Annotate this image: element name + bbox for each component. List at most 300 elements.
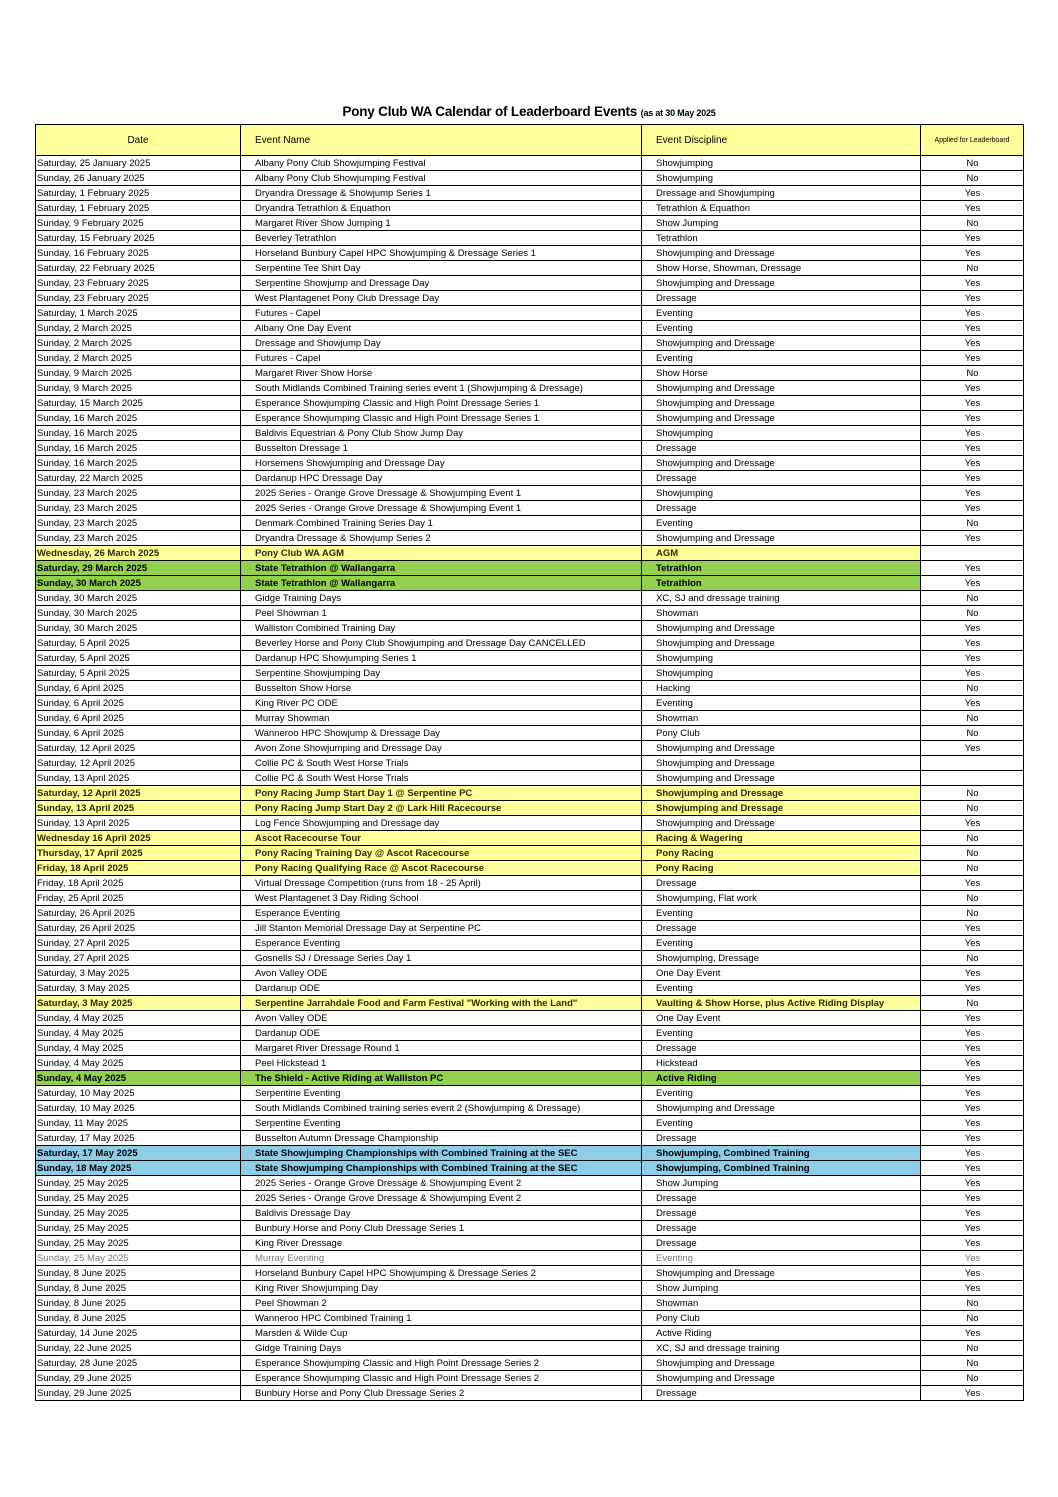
cell-date: Sunday, 25 May 2025 (36, 1191, 241, 1206)
cell-applied: Yes (921, 351, 1024, 366)
cell-event-name: Ascot Racecourse Tour (241, 831, 642, 846)
cell-event-name: 2025 Series - Orange Grove Dressage & Showjumping Event 2 (241, 1191, 642, 1206)
cell-event-discipline: Showjumping (642, 486, 921, 501)
cell-event-discipline: Eventing (642, 936, 921, 951)
cell-applied: No (921, 1311, 1024, 1326)
cell-date: Sunday, 8 June 2025 (36, 1266, 241, 1281)
cell-date: Sunday, 23 February 2025 (36, 276, 241, 291)
cell-date: Sunday, 16 March 2025 (36, 456, 241, 471)
table-row (36, 816, 1024, 831)
cell-applied: Yes (921, 426, 1024, 441)
cell-applied: No (921, 801, 1024, 816)
cell-date: Saturday, 15 March 2025 (36, 396, 241, 411)
cell-date: Sunday, 13 April 2025 (36, 801, 241, 816)
cell-applied: Yes (921, 186, 1024, 201)
cell-applied: Yes (921, 1056, 1024, 1071)
cell-event-discipline: Eventing (642, 1086, 921, 1101)
cell-event-discipline: One Day Event (642, 1011, 921, 1026)
cell-event-discipline: Showjumping and Dressage (642, 1356, 921, 1371)
cell-event-name: West Plantagenet Pony Club Dressage Day (241, 291, 642, 306)
table-row (36, 411, 1024, 426)
cell-applied: Yes (921, 1266, 1024, 1281)
cell-event-discipline: Showjumping and Dressage (642, 246, 921, 261)
cell-event-discipline: Dressage (642, 1386, 921, 1401)
cell-event-discipline: Showjumping and Dressage (642, 1266, 921, 1281)
table-row (36, 1191, 1024, 1206)
cell-event-name: Busselton Dressage 1 (241, 441, 642, 456)
cell-event-discipline: Showjumping and Dressage (642, 786, 921, 801)
cell-event-name: Dardanup ODE (241, 1026, 642, 1041)
cell-date: Sunday, 4 May 2025 (36, 1011, 241, 1026)
cell-event-name: Serpentine Showjumping Day (241, 666, 642, 681)
table-row (36, 1296, 1024, 1311)
cell-applied: Yes (921, 1086, 1024, 1101)
table-row (36, 156, 1024, 171)
table-row (36, 516, 1024, 531)
cell-date: Saturday, 12 April 2025 (36, 756, 241, 771)
table-row (36, 756, 1024, 771)
cell-date: Sunday, 9 March 2025 (36, 366, 241, 381)
cell-event-name: Peel Hickstead 1 (241, 1056, 642, 1071)
table-row (36, 231, 1024, 246)
cell-event-discipline: Showjumping, Combined Training (642, 1161, 921, 1176)
table-row (36, 201, 1024, 216)
cell-event-name: Dardanup HPC Showjumping Series 1 (241, 651, 642, 666)
cell-event-discipline: Showjumping and Dressage (642, 411, 921, 426)
title-note: (as at 30 May 2025 (640, 108, 716, 118)
table-row (36, 366, 1024, 381)
cell-event-name: Albany Pony Club Showjumping Festival (241, 156, 642, 171)
cell-applied: Yes (921, 306, 1024, 321)
table-row (36, 336, 1024, 351)
table-row (36, 576, 1024, 591)
cell-event-discipline: Eventing (642, 1251, 921, 1266)
cell-applied: Yes (921, 1041, 1024, 1056)
cell-event-discipline: Showjumping and Dressage (642, 816, 921, 831)
cell-applied: Yes (921, 636, 1024, 651)
table-row (36, 1356, 1024, 1371)
cell-applied: No (921, 711, 1024, 726)
cell-applied: Yes (921, 1251, 1024, 1266)
cell-event-discipline: Eventing (642, 696, 921, 711)
cell-date: Sunday, 25 May 2025 (36, 1236, 241, 1251)
cell-date: Sunday, 26 January 2025 (36, 171, 241, 186)
table-row (36, 186, 1024, 201)
cell-event-name: 2025 Series - Orange Grove Dressage & Showjumping Event 2 (241, 1176, 642, 1191)
cell-applied: Yes (921, 981, 1024, 996)
cell-applied: No (921, 171, 1024, 186)
cell-event-name: Bunbury Horse and Pony Club Dressage Series 1 (241, 1221, 642, 1236)
cell-event-discipline: Eventing (642, 1026, 921, 1041)
cell-date: Sunday, 29 June 2025 (36, 1386, 241, 1401)
table-row (36, 786, 1024, 801)
table-row (36, 696, 1024, 711)
cell-applied: No (921, 216, 1024, 231)
table-row (36, 531, 1024, 546)
cell-event-name: Dressage and Showjump Day (241, 336, 642, 351)
cell-event-discipline: Pony Club (642, 1311, 921, 1326)
cell-applied: Yes (921, 1131, 1024, 1146)
cell-date: Sunday, 30 March 2025 (36, 606, 241, 621)
cell-date: Sunday, 4 May 2025 (36, 1071, 241, 1086)
table-row (36, 1116, 1024, 1131)
cell-event-discipline: Showjumping (642, 171, 921, 186)
table-row (36, 906, 1024, 921)
cell-applied: No (921, 786, 1024, 801)
table-row (36, 1026, 1024, 1041)
cell-event-name: 2025 Series - Orange Grove Dressage & Showjumping Event 1 (241, 486, 642, 501)
cell-date: Saturday, 14 June 2025 (36, 1326, 241, 1341)
table-row (36, 1371, 1024, 1386)
cell-event-discipline: Dressage (642, 1206, 921, 1221)
cell-event-discipline: Eventing (642, 351, 921, 366)
cell-applied: Yes (921, 966, 1024, 981)
cell-date: Wednesday, 26 March 2025 (36, 546, 241, 561)
table-row (36, 741, 1024, 756)
cell-event-discipline: Pony Racing (642, 846, 921, 861)
cell-event-discipline: Showjumping and Dressage (642, 381, 921, 396)
cell-date: Wednesday 16 April 2025 (36, 831, 241, 846)
table-row (36, 801, 1024, 816)
cell-applied: Yes (921, 456, 1024, 471)
cell-date: Sunday, 30 March 2025 (36, 621, 241, 636)
cell-date: Saturday, 5 April 2025 (36, 666, 241, 681)
table-row (36, 261, 1024, 276)
table-row (36, 1011, 1024, 1026)
cell-date: Sunday, 2 March 2025 (36, 336, 241, 351)
table-row (36, 426, 1024, 441)
table-row (36, 846, 1024, 861)
cell-event-name: State Showjumping Championships with Combined Training at the SEC (241, 1161, 642, 1176)
cell-event-name: Gidge Training Days (241, 1341, 642, 1356)
cell-applied: No (921, 1371, 1024, 1386)
cell-date: Saturday, 17 May 2025 (36, 1131, 241, 1146)
table-row (36, 1221, 1024, 1236)
table-row (36, 351, 1024, 366)
cell-event-discipline: Dressage (642, 471, 921, 486)
cell-event-name: King River Showjumping Day (241, 1281, 642, 1296)
cell-date: Sunday, 23 March 2025 (36, 531, 241, 546)
table-row (36, 1131, 1024, 1146)
table-row (36, 306, 1024, 321)
cell-event-name: King River PC ODE (241, 696, 642, 711)
cell-date: Sunday, 30 March 2025 (36, 591, 241, 606)
cell-event-discipline: Showjumping and Dressage (642, 1101, 921, 1116)
cell-applied: Yes (921, 576, 1024, 591)
header-date: Date (36, 125, 241, 156)
cell-applied: No (921, 726, 1024, 741)
cell-applied: Yes (921, 1221, 1024, 1236)
table-row (36, 1086, 1024, 1101)
cell-event-discipline: Showjumping, Dressage (642, 951, 921, 966)
table-row (36, 1071, 1024, 1086)
cell-date: Sunday, 16 March 2025 (36, 441, 241, 456)
header-event-name: Event Name (241, 125, 642, 156)
cell-date: Sunday, 16 March 2025 (36, 426, 241, 441)
cell-applied: No (921, 156, 1024, 171)
cell-date: Sunday, 9 February 2025 (36, 216, 241, 231)
cell-event-discipline: Dressage (642, 501, 921, 516)
cell-event-discipline: Showjumping and Dressage (642, 621, 921, 636)
cell-date: Saturday, 3 May 2025 (36, 966, 241, 981)
cell-applied: Yes (921, 381, 1024, 396)
cell-event-name: Dryandra Tetrathlon & Equathon (241, 201, 642, 216)
cell-applied: Yes (921, 1071, 1024, 1086)
cell-event-name: Baldivis Equestrian & Pony Club Show Jump Day (241, 426, 642, 441)
cell-date: Sunday, 13 April 2025 (36, 771, 241, 786)
cell-event-name: Serpentine Jarrahdale Food and Farm Festival "Working with the Land" (241, 996, 642, 1011)
cell-applied: Yes (921, 501, 1024, 516)
cell-applied: No (921, 861, 1024, 876)
cell-applied: Yes (921, 441, 1024, 456)
title-text: Pony Club WA Calendar of Leaderboard Events (342, 104, 638, 119)
cell-event-name: Pony Racing Qualifying Race @ Ascot Racecourse (241, 861, 642, 876)
cell-event-discipline: Dressage (642, 1041, 921, 1056)
cell-event-name: Avon Valley ODE (241, 1011, 642, 1026)
cell-event-discipline: Showjumping and Dressage (642, 756, 921, 771)
cell-applied: No (921, 261, 1024, 276)
cell-applied: No (921, 606, 1024, 621)
cell-event-name: Busselton Autumn Dressage Championship (241, 1131, 642, 1146)
table-row (36, 681, 1024, 696)
cell-event-name: Gidge Training Days (241, 591, 642, 606)
table-row (36, 471, 1024, 486)
cell-event-discipline: Tetrathlon (642, 231, 921, 246)
cell-date: Saturday, 5 April 2025 (36, 636, 241, 651)
table-row (36, 291, 1024, 306)
table-row (36, 1041, 1024, 1056)
page-title (0, 104, 1058, 119)
events-body (36, 156, 1024, 1401)
cell-applied: No (921, 906, 1024, 921)
cell-date: Saturday, 29 March 2025 (36, 561, 241, 576)
cell-applied: No (921, 1296, 1024, 1311)
cell-event-discipline: Dressage (642, 1191, 921, 1206)
cell-event-name: Walliston Combined Training Day (241, 621, 642, 636)
cell-date: Saturday, 28 June 2025 (36, 1356, 241, 1371)
cell-event-discipline: Eventing (642, 906, 921, 921)
cell-event-discipline: Showjumping and Dressage (642, 531, 921, 546)
cell-event-name: Horseland Bunbury Capel HPC Showjumping & Dressage Series 1 (241, 246, 642, 261)
table-row (36, 1341, 1024, 1356)
cell-event-name: Horseland Bunbury Capel HPC Showjumping & Dressage Series 2 (241, 1266, 642, 1281)
cell-date: Sunday, 25 May 2025 (36, 1176, 241, 1191)
cell-applied: Yes (921, 816, 1024, 831)
cell-applied: No (921, 846, 1024, 861)
cell-date: Sunday, 6 April 2025 (36, 696, 241, 711)
cell-event-discipline: XC, SJ and dressage training (642, 591, 921, 606)
cell-applied: Yes (921, 276, 1024, 291)
cell-date: Sunday, 6 April 2025 (36, 726, 241, 741)
cell-event-discipline: Showjumping (642, 666, 921, 681)
cell-event-discipline: Show Horse, Showman, Dressage (642, 261, 921, 276)
cell-applied: Yes (921, 561, 1024, 576)
cell-applied: Yes (921, 1101, 1024, 1116)
table-row (36, 246, 1024, 261)
cell-event-name: Log Fence Showjumping and Dressage day (241, 816, 642, 831)
table-row (36, 1251, 1024, 1266)
cell-event-discipline: Hacking (642, 681, 921, 696)
cell-date: Friday, 18 April 2025 (36, 876, 241, 891)
table-row (36, 171, 1024, 186)
cell-date: Saturday, 15 February 2025 (36, 231, 241, 246)
cell-date: Friday, 25 April 2025 (36, 891, 241, 906)
cell-event-name: Esperance Showjumping Classic and High Point Dressage Series 2 (241, 1371, 642, 1386)
header-event-discipline: Event Discipline (642, 125, 921, 156)
cell-date: Sunday, 13 April 2025 (36, 816, 241, 831)
cell-event-name: Gosnells SJ / Dressage Series Day 1 (241, 951, 642, 966)
cell-applied: Yes (921, 486, 1024, 501)
cell-applied: Yes (921, 741, 1024, 756)
cell-date: Sunday, 4 May 2025 (36, 1056, 241, 1071)
cell-applied: Yes (921, 471, 1024, 486)
cell-applied: Yes (921, 531, 1024, 546)
cell-event-discipline: Showjumping and Dressage (642, 636, 921, 651)
table-row (36, 1281, 1024, 1296)
cell-event-discipline: XC, SJ and dressage training (642, 1341, 921, 1356)
cell-date: Sunday, 2 March 2025 (36, 351, 241, 366)
cell-date: Saturday, 3 May 2025 (36, 996, 241, 1011)
cell-event-name: Esperance Showjumping Classic and High Point Dressage Series 2 (241, 1356, 642, 1371)
cell-applied: Yes (921, 1206, 1024, 1221)
cell-applied: Yes (921, 246, 1024, 261)
table-row (36, 486, 1024, 501)
table-row (36, 1176, 1024, 1191)
cell-event-discipline: Showjumping (642, 156, 921, 171)
table-row (36, 216, 1024, 231)
cell-event-name: South Midlands Combined Training series event 1 (Showjumping & Dressage) (241, 381, 642, 396)
cell-event-name: South Midlands Combined training series event 2 (Showjumping & Dressage) (241, 1101, 642, 1116)
cell-event-discipline: Eventing (642, 981, 921, 996)
cell-date: Thursday, 17 April 2025 (36, 846, 241, 861)
cell-applied: Yes (921, 231, 1024, 246)
cell-event-name: West Plantagenet 3 Day Riding School (241, 891, 642, 906)
cell-applied: Yes (921, 1176, 1024, 1191)
cell-event-name: Pony Club WA AGM (241, 546, 642, 561)
cell-applied: Yes (921, 651, 1024, 666)
cell-event-name: Dryandra Dressage & Showjump Series 2 (241, 531, 642, 546)
table-row (36, 441, 1024, 456)
cell-event-name: Esperance Showjumping Classic and High Point Dressage Series 1 (241, 396, 642, 411)
table-row (36, 1386, 1024, 1401)
cell-event-name: Marsden & Wilde Cup (241, 1326, 642, 1341)
cell-event-name: Dardanup ODE (241, 981, 642, 996)
cell-event-name: Esperance Showjumping Classic and High Point Dressage Series 1 (241, 411, 642, 426)
cell-event-discipline: Dressage (642, 1221, 921, 1236)
cell-event-name: Denmark Combined Training Series Day 1 (241, 516, 642, 531)
cell-event-name: Dardanup HPC Dressage Day (241, 471, 642, 486)
cell-date: Sunday, 23 February 2025 (36, 291, 241, 306)
cell-applied: Yes (921, 921, 1024, 936)
cell-date: Sunday, 4 May 2025 (36, 1041, 241, 1056)
cell-applied: Yes (921, 336, 1024, 351)
cell-applied: Yes (921, 1116, 1024, 1131)
cell-event-discipline: Dressage (642, 876, 921, 891)
cell-event-discipline: Showjumping and Dressage (642, 1371, 921, 1386)
table-row (36, 966, 1024, 981)
cell-event-name: Beverley Horse and Pony Club Showjumping and Dressage Day CANCELLED (241, 636, 642, 651)
header-row (36, 125, 1024, 156)
cell-applied: Yes (921, 936, 1024, 951)
cell-date: Saturday, 26 April 2025 (36, 921, 241, 936)
cell-applied: Yes (921, 1011, 1024, 1026)
cell-date: Sunday, 23 March 2025 (36, 486, 241, 501)
cell-event-name: Pony Racing Training Day @ Ascot Racecourse (241, 846, 642, 861)
cell-applied: Yes (921, 1161, 1024, 1176)
cell-date: Sunday, 23 March 2025 (36, 501, 241, 516)
cell-event-name: Virtual Dressage Competition (runs from 18 - 25 April) (241, 876, 642, 891)
cell-event-discipline: Showjumping and Dressage (642, 741, 921, 756)
cell-applied: Yes (921, 1236, 1024, 1251)
cell-date: Sunday, 6 April 2025 (36, 681, 241, 696)
cell-event-discipline: Eventing (642, 1116, 921, 1131)
cell-applied: Yes (921, 411, 1024, 426)
table-row (36, 981, 1024, 996)
table-row (36, 1236, 1024, 1251)
cell-event-discipline: Dressage (642, 1236, 921, 1251)
cell-date: Saturday, 5 April 2025 (36, 651, 241, 666)
cell-event-name: Jill Stanton Memorial Dressage Day at Serpentine PC (241, 921, 642, 936)
cell-event-name: Avon Valley ODE (241, 966, 642, 981)
cell-date: Saturday, 3 May 2025 (36, 981, 241, 996)
cell-applied: No (921, 996, 1024, 1011)
table-row (36, 456, 1024, 471)
cell-applied: No (921, 891, 1024, 906)
table-row (36, 396, 1024, 411)
table-row (36, 936, 1024, 951)
cell-event-name: Bunbury Horse and Pony Club Dressage Series 2 (241, 1386, 642, 1401)
cell-event-discipline: Dressage (642, 441, 921, 456)
cell-event-discipline: Showjumping and Dressage (642, 396, 921, 411)
cell-event-name: Pony Racing Jump Start Day 2 @ Lark Hill Racecourse (241, 801, 642, 816)
cell-applied: Yes (921, 1146, 1024, 1161)
cell-date: Saturday, 10 May 2025 (36, 1086, 241, 1101)
cell-applied: Yes (921, 696, 1024, 711)
cell-applied: No (921, 1356, 1024, 1371)
table-row (36, 666, 1024, 681)
cell-event-discipline: Showman (642, 606, 921, 621)
cell-event-discipline: Active Riding (642, 1071, 921, 1086)
cell-event-name: Wanneroo HPC Combined Training 1 (241, 1311, 642, 1326)
cell-event-discipline: Eventing (642, 516, 921, 531)
cell-event-discipline: Showman (642, 711, 921, 726)
cell-event-name: Serpentine Showjump and Dressage Day (241, 276, 642, 291)
cell-event-name: State Tetrathlon @ Wallangarra (241, 576, 642, 591)
table-row (36, 636, 1024, 651)
cell-event-name: Serpentine Eventing (241, 1116, 642, 1131)
cell-event-discipline: Dressage and Showjumping (642, 186, 921, 201)
table-row (36, 381, 1024, 396)
table-row (36, 651, 1024, 666)
cell-event-discipline: Dressage (642, 1131, 921, 1146)
table-row (36, 546, 1024, 561)
cell-event-name: King River Dressage (241, 1236, 642, 1251)
cell-event-discipline: Showjumping, Combined Training (642, 1146, 921, 1161)
cell-date: Saturday, 1 February 2025 (36, 186, 241, 201)
table-row (36, 861, 1024, 876)
cell-date: Saturday, 25 January 2025 (36, 156, 241, 171)
cell-event-name: Albany One Day Event (241, 321, 642, 336)
cell-event-discipline: Show Jumping (642, 1176, 921, 1191)
cell-event-discipline: Show Jumping (642, 216, 921, 231)
table-row (36, 891, 1024, 906)
cell-applied: No (921, 681, 1024, 696)
table-row (36, 321, 1024, 336)
cell-event-discipline: AGM (642, 546, 921, 561)
cell-event-name: State Tetrathlon @ Wallangarra (241, 561, 642, 576)
table-row (36, 1161, 1024, 1176)
cell-applied: Yes (921, 201, 1024, 216)
